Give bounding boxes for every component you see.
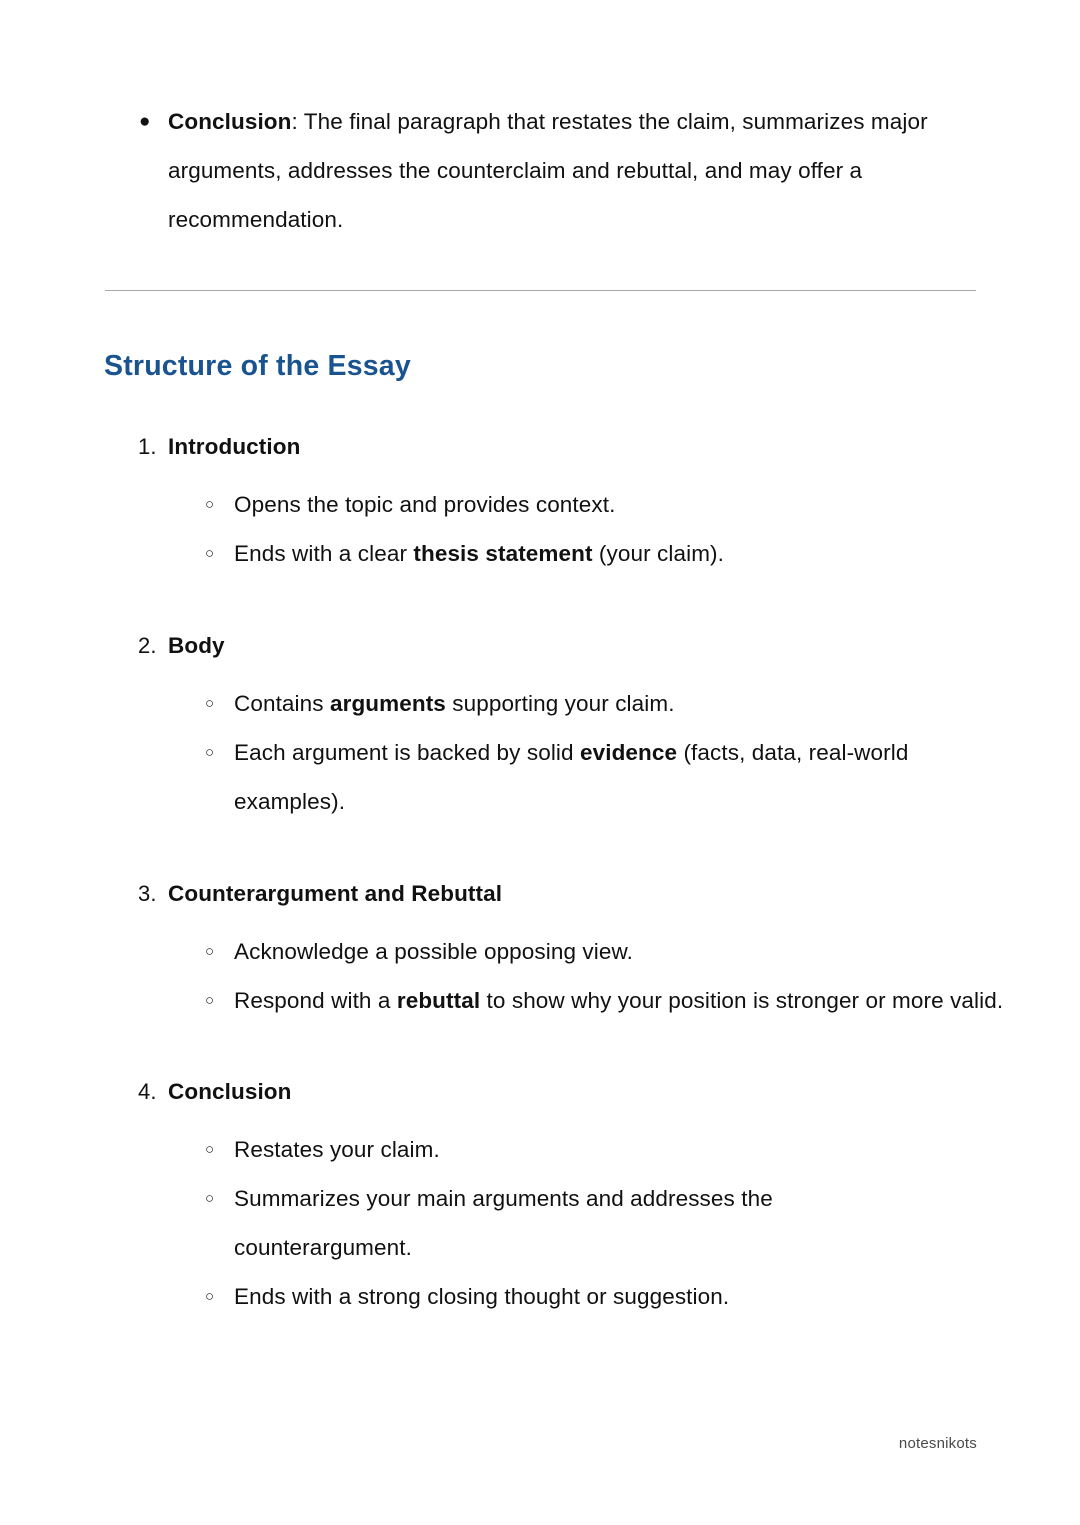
list-item <box>105 1272 1005 1321</box>
list-item <box>105 529 1005 578</box>
list-item <box>105 1125 1005 1174</box>
sub-item-text: Summarizes your main arguments and addresses the counterargument. <box>234 1186 773 1260</box>
bullet-hollow-circle-icon: ○ <box>205 1288 215 1305</box>
spacer <box>105 826 1005 877</box>
sub-item-text: Ends with a strong closing thought or suggestion. <box>234 1284 730 1309</box>
section-divider <box>105 290 976 291</box>
spacer <box>105 1025 1005 1075</box>
list-item <box>105 976 1005 1025</box>
list-item <box>105 97 980 244</box>
ordered-item-title: Counterargument and Rebuttal <box>168 881 503 906</box>
spacer <box>105 578 1005 629</box>
sub-item-text: Restates your claim. <box>234 1137 440 1162</box>
list-item-separator: : <box>291 109 298 134</box>
sub-item-text: Respond with a rebuttal to show why your position is stronger or more valid. <box>234 988 1004 1013</box>
sub-list <box>105 1125 1005 1321</box>
sub-item-text: Each argument is backed by solid evidence (facts, data, real-world examples). <box>234 740 909 814</box>
ordered-item-number: 3. <box>138 881 157 906</box>
ordered-item-title: Conclusion <box>168 1079 292 1104</box>
bullet-hollow-circle-icon: ○ <box>205 943 215 960</box>
list-item <box>105 728 1005 826</box>
ordered-item-title: Introduction <box>168 434 301 459</box>
list-item-body-text: The final paragraph that restates the claim, summarizes major arguments, addresses the counterclaim and rebuttal, and may offer a recommendation. <box>168 109 928 232</box>
list-item <box>105 1075 1005 1321</box>
list-item <box>105 480 1005 529</box>
ordered-item-number: 4. <box>138 1079 157 1104</box>
bullet-hollow-circle-icon: ○ <box>205 744 215 761</box>
sub-list <box>105 927 1005 1025</box>
ordered-item-title: Body <box>168 633 225 658</box>
list-item <box>105 927 1005 976</box>
ordered-item-number: 1. <box>138 434 157 459</box>
list-item <box>105 877 1005 1025</box>
list-item-lead-label: Conclusion <box>168 109 292 134</box>
conclusion-bullet-block <box>105 97 980 244</box>
essay-structure-list <box>105 430 1005 1321</box>
list-item <box>105 629 1005 826</box>
sub-list <box>105 480 1005 578</box>
bullet-hollow-circle-icon: ○ <box>205 695 215 712</box>
ordered-item-heading <box>105 877 1005 911</box>
sub-item-text: Contains arguments supporting your claim. <box>234 691 675 716</box>
ordered-item-heading <box>105 430 1005 464</box>
bullet-hollow-circle-icon: ○ <box>205 1141 215 1158</box>
bullet-hollow-circle-icon: ○ <box>205 545 215 562</box>
list-item <box>105 679 1005 728</box>
ordered-item-heading <box>105 1075 1005 1109</box>
sub-item-text: Opens the topic and provides context. <box>234 492 616 517</box>
page-title: Structure of the Essay <box>104 350 411 382</box>
bullet-hollow-circle-icon: ○ <box>205 496 215 513</box>
bullet-hollow-circle-icon: ○ <box>205 1190 215 1207</box>
ordered-item-number: 2. <box>138 633 157 658</box>
sub-item-text: Acknowledge a possible opposing view. <box>234 939 633 964</box>
sub-list <box>105 679 1005 826</box>
bullet-filled-circle-icon: ● <box>139 111 151 132</box>
sub-item-text: Ends with a clear thesis statement (your claim). <box>234 541 724 566</box>
list-item <box>105 1174 1005 1272</box>
bullet-hollow-circle-icon: ○ <box>205 992 215 1009</box>
footer-watermark: notesnikots <box>898 1435 977 1452</box>
ordered-item-heading <box>105 629 1005 663</box>
list-item <box>105 430 1005 578</box>
